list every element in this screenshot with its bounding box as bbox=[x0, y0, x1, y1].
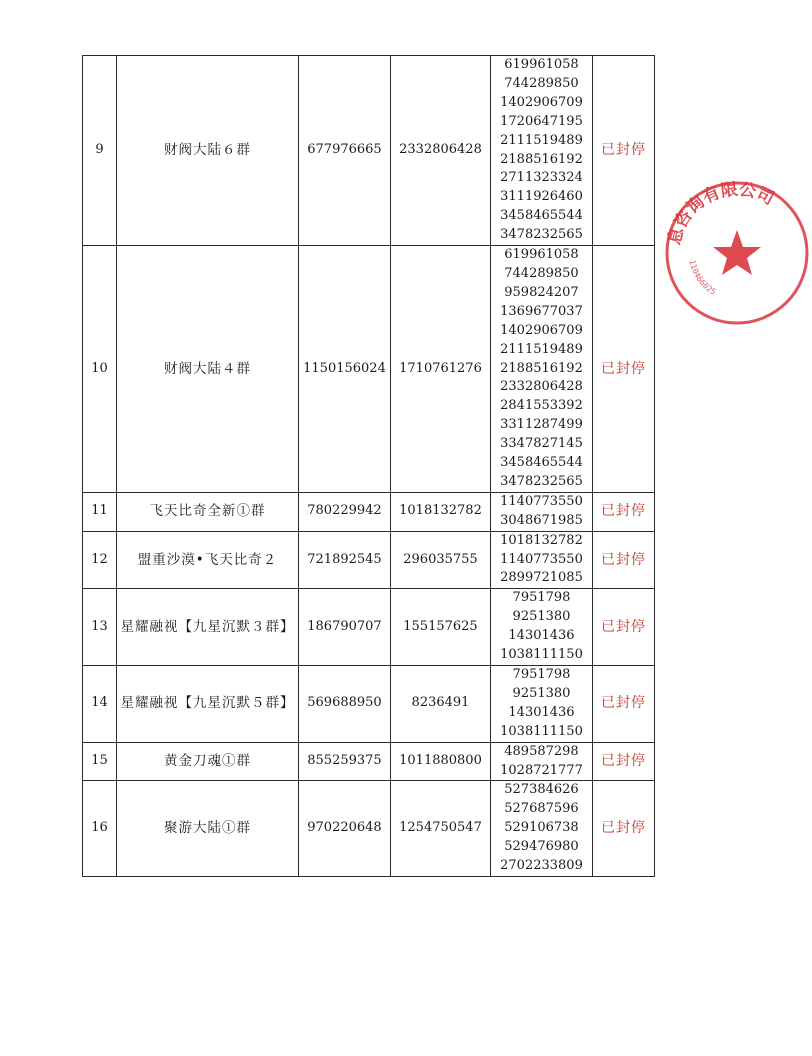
table-row bbox=[83, 246, 655, 493]
group-id-a: 721892545 bbox=[299, 531, 391, 589]
member-id-list bbox=[491, 666, 593, 743]
row-index: 16 bbox=[83, 781, 117, 877]
member-id: 529476980 bbox=[504, 839, 579, 855]
group-id-b: 1710761276 bbox=[391, 246, 491, 493]
group-name: 盟重沙漠•飞天比奇２ bbox=[117, 531, 299, 589]
member-id: 3347827145 bbox=[500, 436, 583, 452]
member-id-list bbox=[491, 781, 593, 877]
status-badge: 已封停 bbox=[593, 666, 655, 743]
group-id-a: 569688950 bbox=[299, 666, 391, 743]
member-id-list bbox=[491, 492, 593, 531]
status-badge: 已封停 bbox=[593, 742, 655, 781]
group-id-a: 677976665 bbox=[299, 56, 391, 246]
svg-text:110466025 bbox=[688, 259, 718, 297]
group-id-b: 296035755 bbox=[391, 531, 491, 589]
member-id-list bbox=[491, 56, 593, 246]
table-row bbox=[83, 589, 655, 666]
status-badge: 已封停 bbox=[593, 492, 655, 531]
member-id: 2188516192 bbox=[500, 360, 583, 376]
member-id: 2702233809 bbox=[500, 858, 583, 874]
member-id: 619961058 bbox=[504, 247, 579, 263]
member-id: 2111519489 bbox=[500, 341, 583, 357]
group-id-a: 970220648 bbox=[299, 781, 391, 877]
group-id-b: 155157625 bbox=[391, 589, 491, 666]
svg-text:息咨询有限公司 bbox=[663, 180, 777, 247]
row-index: 9 bbox=[83, 56, 117, 246]
status-badge: 已封停 bbox=[593, 246, 655, 493]
member-id: 1140773550 bbox=[500, 551, 583, 567]
member-id: 1028721777 bbox=[500, 762, 583, 778]
member-id: 619961058 bbox=[504, 57, 579, 72]
member-id: 1720647195 bbox=[500, 113, 583, 129]
seal-text: 息咨询有限公司 bbox=[664, 179, 778, 247]
member-id: 959824207 bbox=[504, 284, 579, 300]
records-table bbox=[82, 55, 655, 877]
table-row bbox=[83, 666, 655, 743]
group-name: 星耀融视【九星沉默３群】 bbox=[117, 589, 299, 666]
member-id: 3311287499 bbox=[500, 417, 583, 433]
member-id-list bbox=[491, 246, 593, 493]
member-id: 1369677037 bbox=[500, 303, 583, 319]
group-name: 黄金刀魂①群 bbox=[117, 742, 299, 781]
member-id: 489587298 bbox=[504, 743, 579, 759]
status-badge: 已封停 bbox=[593, 531, 655, 589]
table-row bbox=[83, 781, 655, 877]
table-row bbox=[83, 492, 655, 531]
row-index: 12 bbox=[83, 531, 117, 589]
member-id: 9251380 bbox=[512, 609, 571, 625]
row-index: 11 bbox=[83, 492, 117, 531]
member-id: 529106738 bbox=[504, 820, 579, 836]
member-id: 2899721085 bbox=[500, 570, 583, 586]
group-name: 财阀大陆６群 bbox=[117, 56, 299, 246]
member-id: 2711323324 bbox=[500, 170, 583, 186]
member-id: 1402906709 bbox=[500, 322, 583, 338]
group-id-a: 780229942 bbox=[299, 492, 391, 531]
member-id: 2841553392 bbox=[500, 398, 583, 414]
seal-star bbox=[713, 230, 761, 275]
member-id: 7951798 bbox=[512, 590, 571, 606]
member-id: 9251380 bbox=[512, 685, 571, 701]
member-id: 2111519489 bbox=[500, 132, 583, 148]
member-id: 744289850 bbox=[504, 75, 579, 91]
member-id: 1402906709 bbox=[500, 94, 583, 110]
row-index: 14 bbox=[83, 666, 117, 743]
group-id-b: 2332806428 bbox=[391, 56, 491, 246]
group-id-a: 1150156024 bbox=[299, 246, 391, 493]
group-name: 飞天比奇全新①群 bbox=[117, 492, 299, 531]
row-index: 13 bbox=[83, 589, 117, 666]
table-row bbox=[83, 531, 655, 589]
group-name: 财阀大陆４群 bbox=[117, 246, 299, 493]
member-id: 7951798 bbox=[512, 667, 571, 682]
row-index: 10 bbox=[83, 246, 117, 493]
member-id: 3458465544 bbox=[500, 455, 583, 471]
status-badge: 已封停 bbox=[593, 56, 655, 246]
table-row bbox=[83, 742, 655, 781]
member-id: 14301436 bbox=[508, 704, 575, 720]
status-badge: 已封停 bbox=[593, 781, 655, 877]
group-id-b: 8236491 bbox=[391, 666, 491, 743]
member-id: 1038111150 bbox=[500, 723, 583, 739]
group-id-b: 1011880800 bbox=[391, 742, 491, 781]
member-id: 1140773550 bbox=[500, 493, 583, 509]
member-id: 3048671985 bbox=[500, 512, 583, 528]
member-id-list bbox=[491, 589, 593, 666]
status-badge: 已封停 bbox=[593, 589, 655, 666]
member-id: 527384626 bbox=[504, 782, 579, 798]
seal-number: 110466025 bbox=[687, 259, 718, 297]
group-id-b: 1018132782 bbox=[391, 492, 491, 531]
member-id: 3478232565 bbox=[500, 227, 583, 243]
member-id-list bbox=[491, 531, 593, 589]
member-id-list bbox=[491, 742, 593, 781]
group-id-a: 186790707 bbox=[299, 589, 391, 666]
member-id: 527687596 bbox=[504, 801, 579, 817]
member-id: 3111926460 bbox=[500, 189, 583, 205]
row-index: 15 bbox=[83, 742, 117, 781]
group-name: 星耀融视【九星沉默５群】 bbox=[117, 666, 299, 743]
member-id: 1018132782 bbox=[500, 532, 583, 548]
member-id: 744289850 bbox=[504, 265, 579, 281]
group-name: 聚游大陆①群 bbox=[117, 781, 299, 877]
member-id: 1038111150 bbox=[500, 647, 583, 663]
member-id: 2332806428 bbox=[500, 379, 583, 395]
table-row bbox=[83, 56, 655, 246]
member-id: 3458465544 bbox=[500, 208, 583, 224]
member-id: 14301436 bbox=[508, 628, 575, 644]
company-seal bbox=[662, 178, 812, 328]
group-id-a: 855259375 bbox=[299, 742, 391, 781]
group-id-b: 1254750547 bbox=[391, 781, 491, 877]
member-id: 2188516192 bbox=[500, 151, 583, 167]
member-id: 3478232565 bbox=[500, 473, 583, 489]
